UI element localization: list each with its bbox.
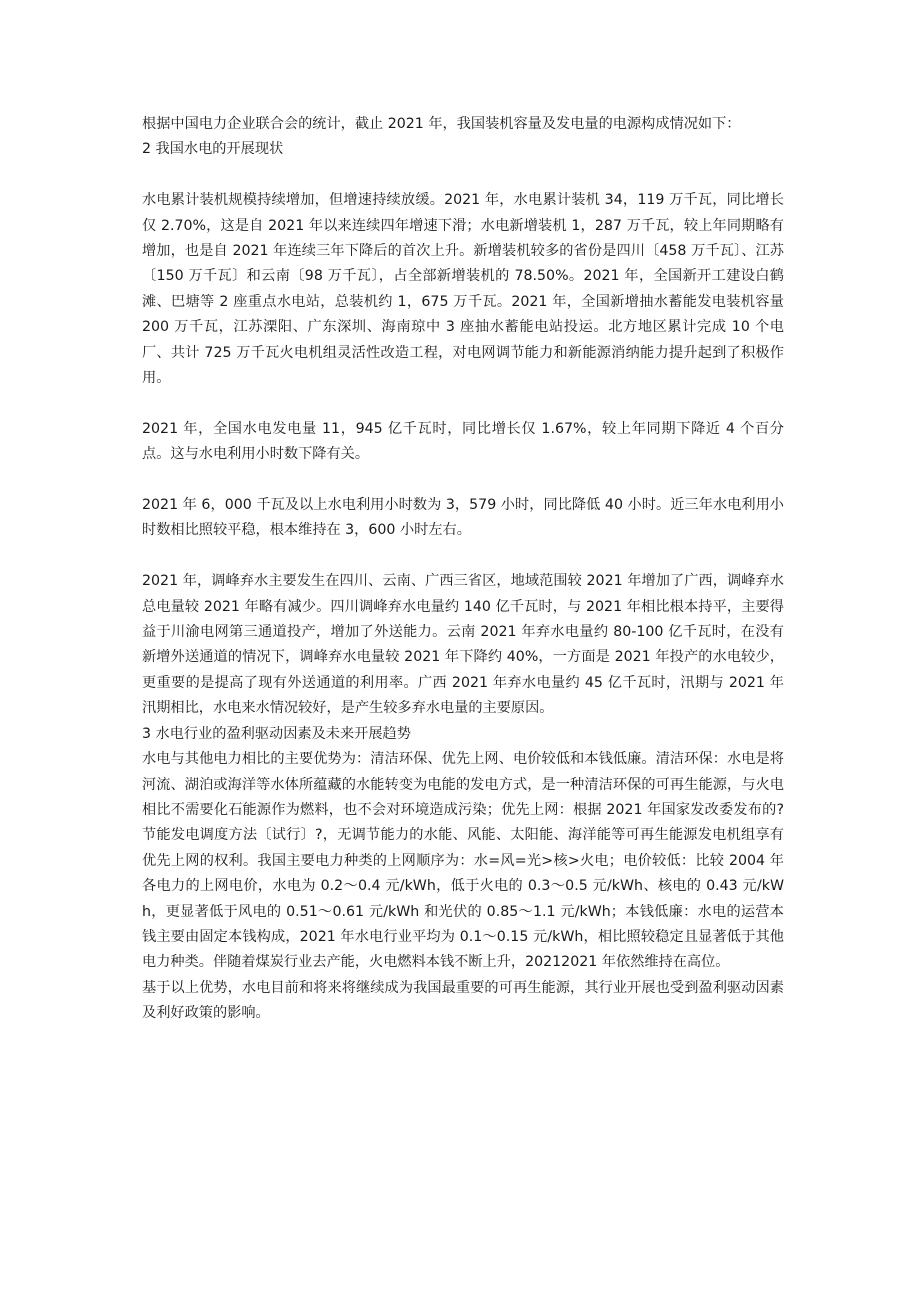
spacer bbox=[142, 163, 784, 188]
generation-paragraph: 2021 年，全国水电发电量 11，945 亿千瓦时，同比增长仅 1.67%，较上年同期下降近 4 个百分点。这与水电利用小时数下降有关。 bbox=[142, 420, 784, 463]
document-body bbox=[142, 112, 784, 1027]
spilled-water-paragraph: 2021 年，调峰弃水主要发生在四川、云南、广西三省区，地域范围较 2021 年增加了广西，调峰弃水总电量较 2021 年略有减少。四川调峰弃水电量约 140 亿千瓦时，与 2021 年相比根本持平，主要得益于川渝电网第三通道投产，增加了外送能力。云南 2021 年弃水电量约 80-100 亿千瓦时，在没有新增外送通道的情况下，调峰弃水电量较 2021 年下降约 40%，一方面是 2021 年投产的水电较少，更重要的是提高了现有外送通道的利用率。广西 2021 年弃水电量约 45 亿千瓦时，汛期与 2021 年汛期相比，水电来水情况较好，是产生较多弃水电量的主要原因。 bbox=[142, 573, 784, 717]
intro-paragraph: 根据中国电力企业联合会的统计，截止 2021 年，我国装机容量及发电量的电源构成情况如下： bbox=[142, 116, 741, 132]
utilization-hours-paragraph: 2021 年 6，000 千瓦及以上水电利用小时数为 3，579 小时，同比降低 40 小时。近三年水电利用小时数相比照较平稳，根本维持在 3，600 小时左右。 bbox=[142, 497, 784, 539]
spacer bbox=[142, 544, 784, 569]
advantages-paragraph: 水电与其他电力相比的主要优势为：清洁环保、优先上网、电价较低和本钱低廉。清洁环保：水电是将河流、湖泊或海洋等水体所蕴藏的水能转变为电能的发电方式，是一种清洁环保的可再生能源，与火电相比不需要化石能源作为燃料，也不会对环境造成污染；优先上网：根据 2021 年国家发改委发布的?节能发电调度方法〔试行〕?，无调节能力的水能、风能、太阳能、海洋能等可再生能源发电机组享有优先上网的权利。我国主要电力种类的上网顺序为：水=风=光>核>火电；电价较低：比较 2004 年各电力的上网电价，水电为 0.2～0.4 元/kWh，低于火电的 0.3～0.5 元/kWh、核电的 0.43 元/kWh，更显著低于风电的 0.51～0.61 元/kWh 和光伏的 0.85～1.1 元/kWh；本钱低廉：水电的运营本钱主要由固定本钱构成，2021 年水电行业平均为 0.1～0.15 元/kWh，相比照较稳定且显著低于其他电力种类。伴随着煤炭行业去产能，火电燃料本钱不断上升，20212021 年依然维持在高位。 bbox=[142, 751, 784, 971]
section-heading-2: 2 我国水电的开展现状 bbox=[142, 141, 284, 158]
installed-capacity-paragraph: 水电累计装机规模持续增加，但增速持续放缓。2021 年，水电累计装机 34，119 万千瓦，同比增长仅 2.70%，这是自 2021 年以来连续四年增速下滑；水电新增装机 1，287 万千瓦，较上年同期略有增加，也是自 2021 年连续三年下降后的首次上升。新增装机较多的省份是四川〔458 万千瓦〕、江苏〔150 万千瓦〕和云南〔98 万千瓦〕，占全部新增装机的 78.50%。2021 年，全国新开工建设白鹤滩、巴塘等 2 座重点水电站，总装机约 1，675 万千瓦。2021 年，全国新增抽水蓄能发电装机容量 200 万千瓦，江苏溧阳、广东深圳、海南琼中 3 座抽水蓄能电站投运。北方地区累计完成 10 个电厂、共计 725 万千瓦火电机组灵活性改造工程，对电网调节能力和新能源消纳能力提升起到了积极作用。 bbox=[142, 192, 784, 387]
conclusion-paragraph: 基于以上优势，水电目前和将来将继续成为我国最重要的可再生能源，其行业开展也受到盈利驱动因素及利好政策的影响。 bbox=[142, 979, 784, 1022]
spacer bbox=[142, 468, 784, 493]
spacer bbox=[142, 391, 784, 416]
section-heading-3: 3 水电行业的盈利驱动因素及未来开展趋势 bbox=[142, 725, 411, 742]
